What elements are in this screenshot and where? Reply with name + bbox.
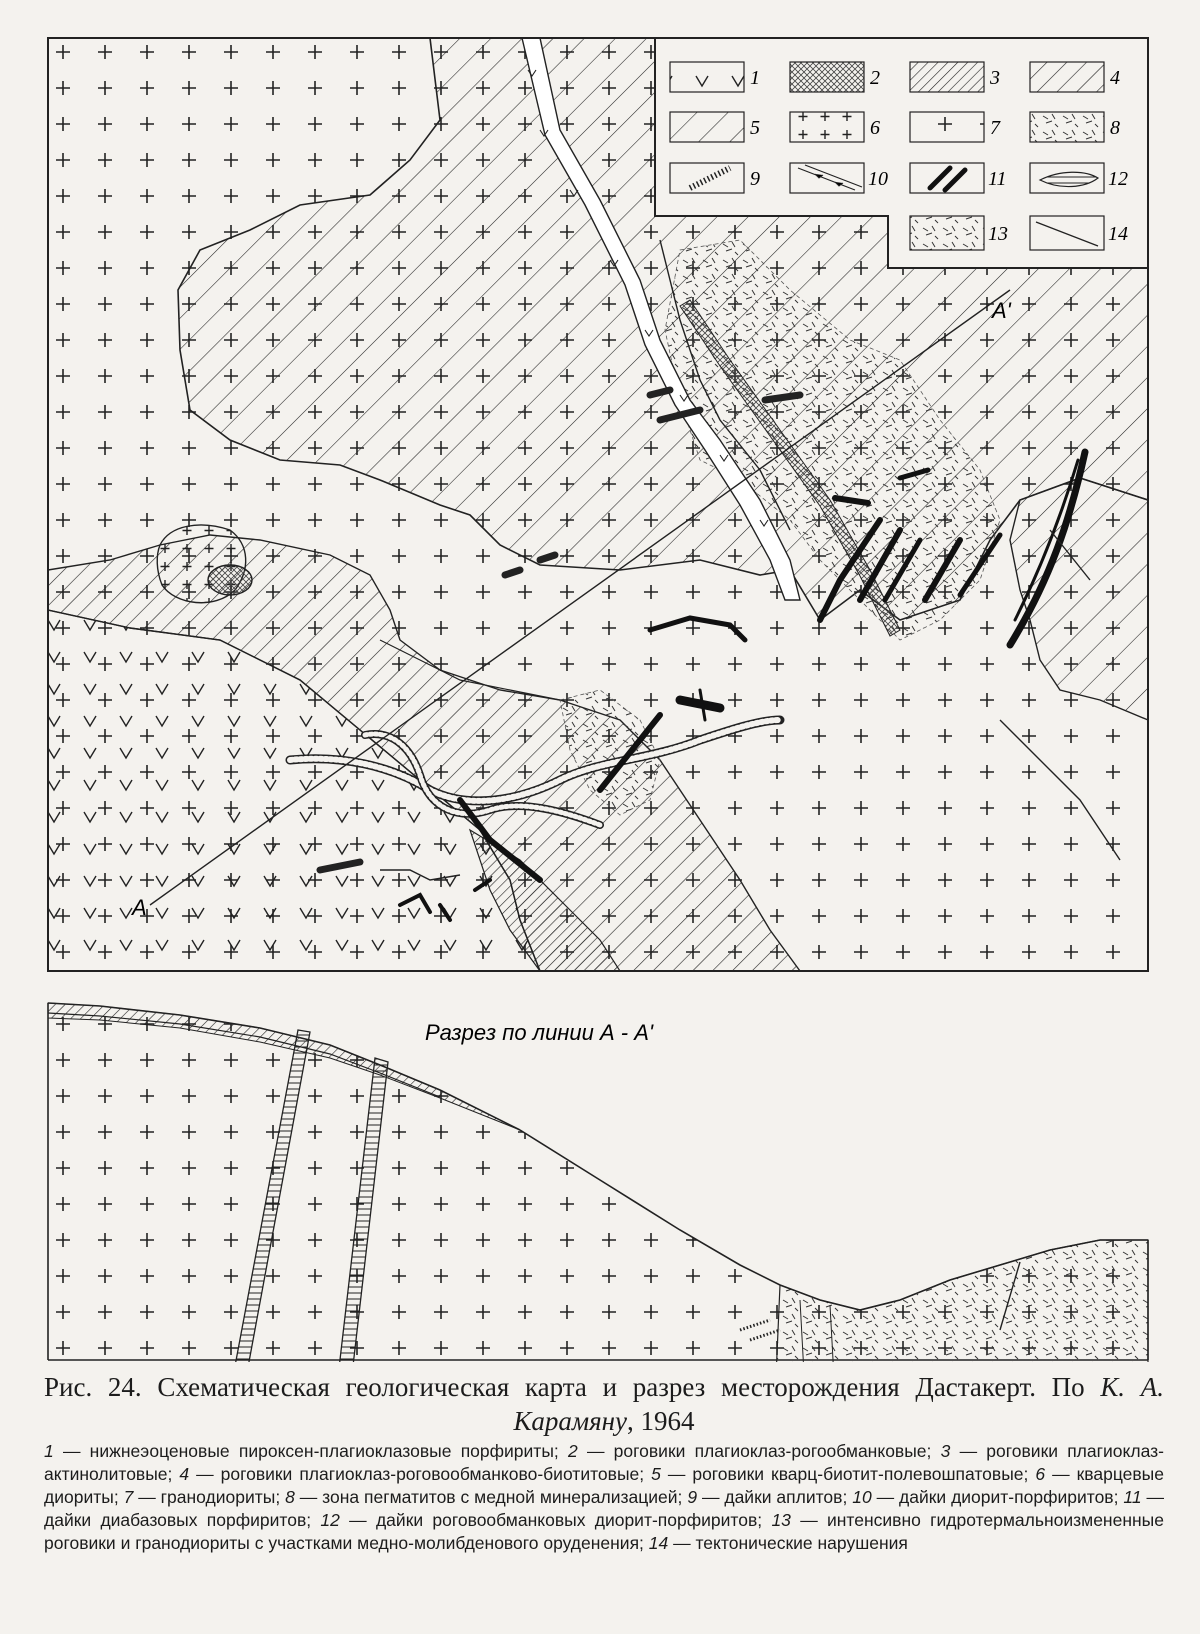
legend-num-11: 11 <box>988 168 1007 190</box>
legend-num-4: 4 <box>1110 67 1120 89</box>
legend-item-number: 9 <box>687 1487 698 1507</box>
legend-item-text: нижнеэоценовые пироксен-плагиоклазовые порфириты; <box>89 1441 559 1461</box>
legend-num-6: 6 <box>870 117 880 139</box>
legend-item-number: 1 <box>44 1441 54 1461</box>
legend-item-4: 4 — роговики плагиоклаз-роговообманково-биотитовые; <box>179 1464 645 1484</box>
legend-item-number: 13 <box>771 1510 791 1530</box>
line-label-start: А <box>132 895 147 920</box>
legend-item-text: роговики плагиоклаз-рогообманковые; <box>613 1441 932 1461</box>
legend-swatch-10 <box>790 163 864 193</box>
legend-num-12: 12 <box>1108 168 1128 190</box>
legend-item-7: 7 — гранодиориты; <box>123 1487 281 1507</box>
legend-num-9: 9 <box>750 168 760 190</box>
legend-item-13: 13 — интенсивно гидротермальноизмененные роговики и гранодиориты с участками медно-молибденового оруденения; <box>44 1510 1164 1553</box>
legend-item-6: 6 — кварцевые диориты; <box>44 1464 1164 1507</box>
legend-item-number: 2 <box>568 1441 578 1461</box>
legend-num-8: 8 <box>1110 117 1120 139</box>
legend-item-8: 8 — зона пегматитов с медной минерализацией; <box>285 1487 683 1507</box>
legend-item-14: 14 — тектонические нарушения <box>648 1533 908 1553</box>
legend-item-2: 2 — роговики плагиоклаз-рогообманковые; <box>568 1441 932 1461</box>
legend-item-9: 9 — дайки аплитов; <box>687 1487 848 1507</box>
line-label-end: А' <box>992 298 1011 323</box>
legend-item-text: дайки диабазовых порфиритов; <box>44 1510 312 1530</box>
legend-num-5: 5 <box>750 117 760 139</box>
legend-swatch-14 <box>1030 216 1104 250</box>
figure-caption <box>44 1370 1164 1438</box>
legend-swatch-1 <box>670 62 744 92</box>
legend-description <box>44 1440 1164 1555</box>
section-title: Разрез по линии А - А' <box>425 1020 654 1045</box>
legend-item-number: 4 <box>179 1464 190 1484</box>
legend-num-1: 1 <box>750 67 760 89</box>
legend-swatch-9 <box>670 163 744 193</box>
legend-item-number: 10 <box>852 1487 872 1507</box>
legend-item-text: роговики плагиоклаз-роговообманково-биотитовые; <box>220 1464 645 1484</box>
legend-item-text: зона пегматитов с медной минерализацией; <box>322 1487 683 1507</box>
legend-item-number: 5 <box>651 1464 661 1484</box>
legend-item-12: 12 — дайки роговообманковых диорит-порфиритов; <box>320 1510 763 1530</box>
legend-item-10: 10 — дайки диорит-порфиритов; <box>852 1487 1119 1507</box>
legend-num-7: 7 <box>990 117 1000 139</box>
legend-item-number: 6 <box>1035 1464 1046 1484</box>
legend-swatch-2 <box>790 62 864 92</box>
legend-item-number: 3 <box>940 1441 951 1461</box>
legend-item-number: 11 <box>1123 1487 1142 1507</box>
legend-item-text: кварцевые диориты; <box>44 1464 1164 1507</box>
legend-item-text: гранодиориты; <box>160 1487 281 1507</box>
legend-item-text: дайки диорит-порфиритов; <box>899 1487 1119 1507</box>
legend-num-13: 13 <box>988 223 1008 245</box>
legend-item-text: дайки аплитов; <box>724 1487 848 1507</box>
legend-num-10: 10 <box>868 168 888 190</box>
legend-swatch-8 <box>1030 112 1104 142</box>
legend-swatch-4 <box>1030 62 1104 92</box>
legend-item-number: 7 <box>123 1487 134 1507</box>
legend-item-1: 1 — нижнеэоценовые пироксен-плагиоклазовые порфириты; <box>44 1441 559 1461</box>
legend-item-5: 5 — роговики кварц-биотит-полевошпатовые; <box>651 1464 1029 1484</box>
legend-item-number: 14 <box>648 1533 669 1553</box>
legend-item-text: интенсивно гидротермальноизмененные роговики и гранодиориты с участками медно-молибденового оруденения; <box>44 1510 1164 1553</box>
caption-prefix: Рис. 24. Схематическая геологическая карта и разрез месторождения Дастакерт. По <box>44 1372 1101 1402</box>
legend-swatch-3 <box>910 62 984 92</box>
caption-year: , 1964 <box>627 1406 695 1436</box>
legend-item-3: 3 — роговики плагиоклаз-актинолитовые; <box>44 1441 1164 1484</box>
legend-swatch-6 <box>790 112 864 142</box>
legend-item-11: 11 — дайки диабазовых порфиритов; <box>44 1487 1164 1530</box>
legend-item-text: дайки роговообманковых диорит-порфиритов; <box>375 1510 763 1530</box>
legend-swatch-13 <box>910 216 984 250</box>
legend-num-14: 14 <box>1108 223 1128 245</box>
legend-num-3: 3 <box>990 67 1000 89</box>
legend-swatch-7 <box>910 112 984 142</box>
legend-item-number: 12 <box>320 1510 340 1530</box>
legend-item-text: тектонические нарушения <box>695 1533 908 1553</box>
legend-num-2: 2 <box>870 67 880 89</box>
legend-item-text: роговики плагиоклаз-актинолитовые; <box>44 1441 1164 1484</box>
caption-author: К. А. Карамяну <box>513 1372 1164 1436</box>
legend-item-text: роговики кварц-биотит-полевошпатовые; <box>692 1464 1029 1484</box>
legend-swatch-5 <box>670 112 744 142</box>
legend-item-number: 8 <box>285 1487 295 1507</box>
